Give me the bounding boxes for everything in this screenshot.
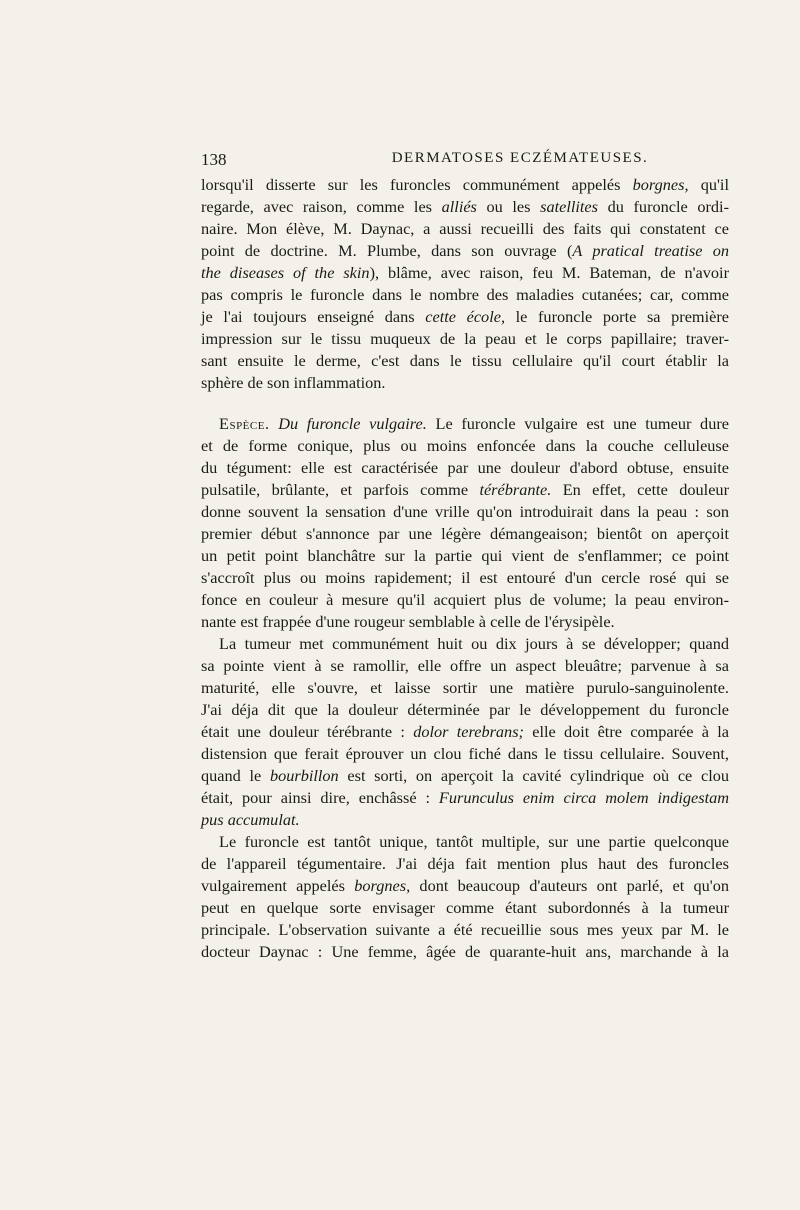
text-line: the diseases of the skin), blâme, avec raison, feu M. Bateman, de n'avoir bbox=[201, 263, 729, 282]
text-line: fonce en couleur à mesure qu'il acquiert plus de volume; la peau environ- bbox=[201, 590, 729, 609]
text-line: docteur Daynac : Une femme, âgée de quarante-huit ans, marchande à la bbox=[201, 942, 729, 961]
text-line: s'accroît plus ou moins rapidement; il est entouré d'un cercle rosé qui se bbox=[201, 568, 729, 587]
body-text bbox=[201, 174, 729, 963]
text-line: nante est frappée d'une rougeur semblable à celle de l'érysipèle. bbox=[201, 612, 615, 631]
text-line: je l'ai toujours enseigné dans cette école, le furoncle porte sa première bbox=[201, 307, 729, 326]
paragraph bbox=[201, 174, 729, 394]
text-line: Le furoncle est tantôt unique, tantôt multiple, sur une partie quelconque bbox=[219, 832, 729, 851]
text-line: pas compris le furoncle dans le nombre des maladies cutanées; car, comme bbox=[201, 285, 729, 304]
text-line: impression sur le tissu muqueux de la peau et le corps papillaire; traver- bbox=[201, 329, 729, 348]
text-line: peut en quelque sorte envisager comme étant subordonnés à la tumeur bbox=[201, 898, 729, 917]
page-header bbox=[201, 150, 729, 172]
text-line: était une douleur térébrante : dolor terebrans; elle doit être comparée à la bbox=[201, 722, 730, 741]
text-line: de l'appareil tégumentaire. J'ai déja fait mention plus haut des furoncles bbox=[201, 854, 729, 873]
section-title: Du furoncle vulgaire. bbox=[269, 414, 427, 433]
text-line: quand le bourbillon est sorti, on aperçoit la cavité cylindrique où ce clou bbox=[201, 766, 729, 785]
text-line: pus accumulat. bbox=[201, 810, 300, 829]
text-line: La tumeur met communément huit ou dix jours à se développer; quand bbox=[219, 634, 729, 653]
page-number: 138 bbox=[201, 150, 227, 169]
text-line: sphère de son inflammation. bbox=[201, 373, 386, 392]
text-line: point de doctrine. M. Plumbe, dans son ouvrage (A pratical treatise on bbox=[201, 241, 730, 260]
text-line: un petit point blanchâtre sur la partie qui vient de s'enflammer; ce point bbox=[201, 546, 729, 565]
text-line: Espèce. Du furoncle vulgaire. Le furoncle vulgaire est une tumeur dure bbox=[219, 414, 729, 433]
paragraph bbox=[201, 831, 729, 963]
text-line: sa pointe vient à se ramollir, elle offre un aspect bleuâtre; parvenue à sa bbox=[201, 656, 729, 675]
text-line: sant ensuite le derme, c'est dans le tissu cellulaire qu'il court établir la bbox=[201, 351, 729, 370]
text-line: naire. Mon élève, M. Daynac, a aussi recueilli des faits qui constatent ce bbox=[201, 219, 729, 238]
text-line: pulsatile, brûlante, et parfois comme térébrante. En effet, cette douleur bbox=[201, 480, 729, 499]
text-line: du tégument: elle est caractérisée par une douleur d'abord obtuse, ensuite bbox=[201, 458, 729, 477]
text-line: premier début s'annonce par une légère démangeaison; bientôt on aperçoit bbox=[201, 524, 729, 543]
text-line: maturité, elle s'ouvre, et laisse sortir une matière purulo-sanguinolente. bbox=[201, 678, 729, 697]
text-line: principale. L'observation suivante a été recueillie sous mes yeux par M. le bbox=[201, 920, 729, 939]
section-label: Espèce. bbox=[219, 414, 270, 433]
text-line: distension que ferait éprouver un clou fiché dans le tissu cellulaire. Souvent, bbox=[201, 744, 729, 763]
text-line: J'ai déja dit que la douleur déterminée par le développement du furoncle bbox=[201, 700, 729, 719]
text-line: et de forme conique, plus ou moins enfoncée dans la couche celluleuse bbox=[201, 436, 729, 455]
text-line: donne souvent la sensation d'une vrille qu'on introduirait dans la peau : son bbox=[201, 502, 729, 521]
text-line: était, pour ainsi dire, enchâssé : Furunculus enim circa molem indigestam bbox=[201, 788, 729, 807]
text-line: lorsqu'il disserte sur les furoncles communément appelés borgnes, qu'il bbox=[201, 175, 729, 194]
text-line: regarde, avec raison, comme les alliés ou les satellites du furoncle ordi- bbox=[201, 197, 730, 216]
running-title: DERMATOSES ECZÉMATEUSES. bbox=[391, 150, 649, 166]
paragraph bbox=[201, 413, 729, 633]
paragraph bbox=[201, 633, 729, 831]
paragraph-gap bbox=[201, 394, 729, 413]
text-line: vulgairement appelés borgnes, dont beaucoup d'auteurs ont parlé, et qu'on bbox=[201, 876, 730, 895]
